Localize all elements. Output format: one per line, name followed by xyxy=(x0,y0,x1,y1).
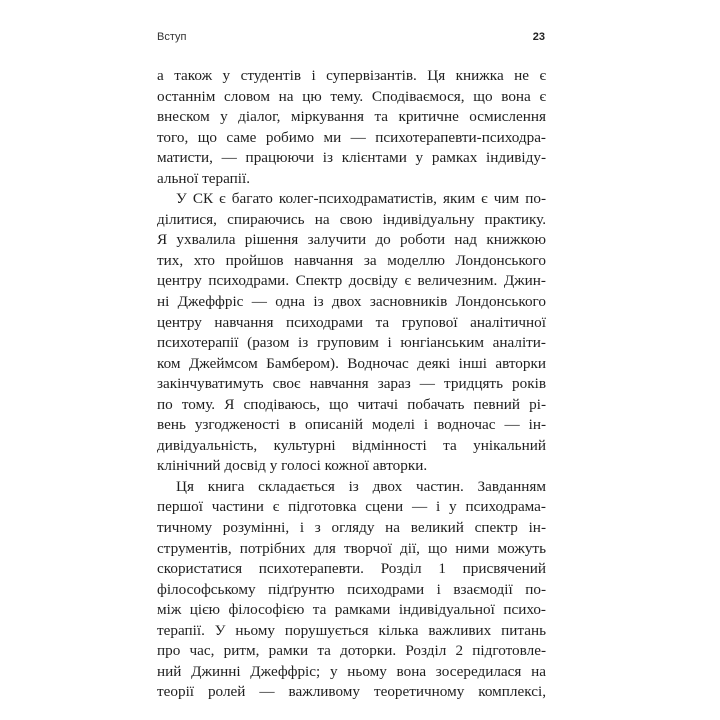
text-line: альної терапії. xyxy=(157,169,250,187)
text-line: тих, хто пройшов навчання за моделлю Лондонського xyxy=(157,251,546,269)
text-line: У СК є багато колег-психодраматистів, яким є чим по- xyxy=(176,190,546,208)
text-line: ком Джеймсом Бамбером). Водночас деякі інші авторки xyxy=(157,354,546,372)
running-head: Вступ xyxy=(157,31,187,43)
text-line: вень узгодженості в описаній моделі і водночас — ін- xyxy=(157,416,546,434)
text-line: теорії ролей — важливому теоретичному комплексі, xyxy=(157,683,546,701)
text-line: а також у студентів і супервізантів. Ця книжка не є xyxy=(157,67,546,84)
text-line: внеском у діалог, міркування та критичне осмислення xyxy=(157,108,546,126)
page-number: 23 xyxy=(532,31,545,43)
text-line: клінічний досвід у голосі кожної авторки. xyxy=(157,457,428,475)
paragraph xyxy=(157,477,546,703)
text-line: матисти, — працюючи із клієнтами у рамках індивіду- xyxy=(157,149,546,167)
text-line: тичному розумінні, і з огляду на великий спектр ін- xyxy=(157,519,546,537)
text-line: струментів, потрібних для творчої дії, що ними можуть xyxy=(157,539,546,557)
text-line: дивідуальність, культурні відмінності та унікальний xyxy=(157,436,546,454)
text-line: ділитися, спираючись на свою індивідуальну практику. xyxy=(157,210,546,228)
text-line: Я ухвалила рішення залучити до роботи над книжкою xyxy=(157,231,546,249)
paragraph xyxy=(157,189,546,477)
text-line: того, що саме робимо ми — психотерапевти-психодра- xyxy=(157,128,546,146)
text-line: філософському підґрунтю психодрами і взаємодії по- xyxy=(157,580,546,598)
text-line: психотерапії (разом із груповим і юнгіанським аналіти- xyxy=(157,334,546,352)
text-line: Ця книга складається із двох частин. Завданням xyxy=(176,477,546,495)
text-line: першої частини є підготовка сцени — і у психодрама- xyxy=(157,498,546,516)
text-line: скористатися психотерапевти. Розділ 1 присвячений xyxy=(157,560,546,578)
text-line: між цією філософією та рамками індивідуальної психо- xyxy=(157,601,546,619)
paragraph xyxy=(157,66,546,189)
text-line: закінчуватимуть своє навчання зараз — тридцять років xyxy=(157,375,546,393)
text-line: центру психодрами. Спектр досвіду є величезним. Джин- xyxy=(157,272,546,290)
text-line: центру навчання психодрами та групової аналітичної xyxy=(157,313,546,331)
text-line: ний Джинні Джеффріс; у ньому вона зосередилася на xyxy=(157,662,546,680)
text-line: про час, ритм, рамки та доторки. Розділ 2 підготовле- xyxy=(157,642,546,660)
text-line: по тому. Я сподіваюсь, що читачі побачать певний рі- xyxy=(157,395,546,413)
text-line: останнім словом на цю тему. Сподіваємося, що вона є xyxy=(157,87,546,105)
body-text xyxy=(157,66,546,703)
text-line: ні Джеффріс — одна із двох засновників Лондонського xyxy=(157,293,546,311)
text-line: терапії. У ньому порушується кілька важливих питань xyxy=(157,621,546,639)
